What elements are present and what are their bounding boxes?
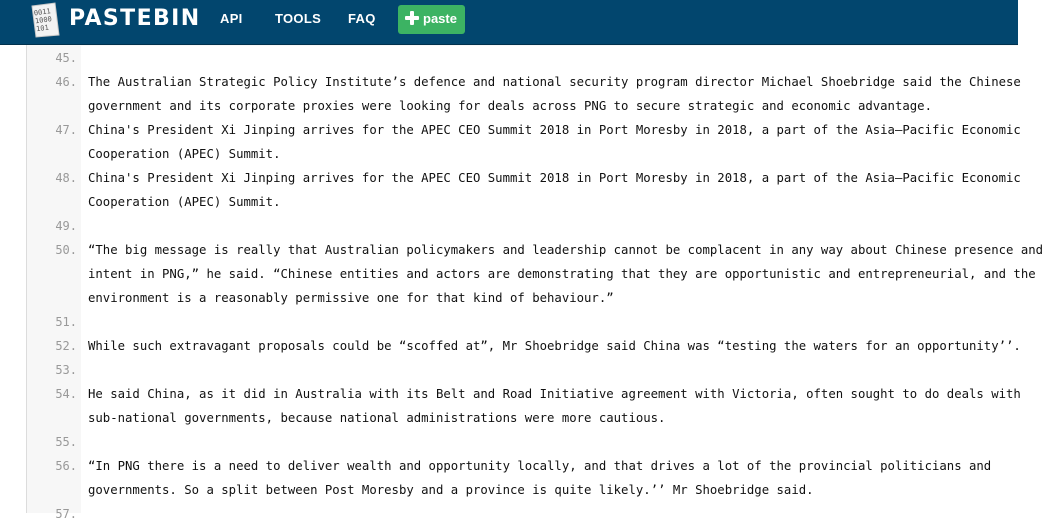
svg-text:1000: 1000 xyxy=(34,15,53,26)
code-line xyxy=(27,334,1021,358)
line-number: 55. xyxy=(55,435,77,449)
new-paste-button[interactable] xyxy=(398,5,465,34)
nav-api[interactable]: API xyxy=(220,11,243,26)
line-number: 52. xyxy=(55,339,77,353)
line-number: 48. xyxy=(55,171,77,185)
code-line xyxy=(27,454,1018,502)
line-number: 51. xyxy=(55,315,77,329)
code-line-background xyxy=(81,46,1018,70)
code-text[interactable]: sub-national governments, because national administrations were more cautious. xyxy=(88,411,666,425)
code-line xyxy=(27,214,1018,238)
code-line xyxy=(27,46,1018,70)
svg-text:101: 101 xyxy=(35,23,50,34)
code-text[interactable]: He said China, as it did in Australia with its Belt and Road Initiative agreement with Victoria, often sought to do deals with xyxy=(88,387,1021,401)
page-margin xyxy=(0,45,26,513)
nav-tools[interactable]: TOOLS xyxy=(275,11,322,26)
line-number: 53. xyxy=(55,363,77,377)
plus-icon xyxy=(405,11,419,25)
line-number: 49. xyxy=(55,219,77,233)
top-header xyxy=(0,0,1018,45)
code-text[interactable]: While such extravagant proposals could be “scoffed at”, Mr Shoebridge said China was “testing the waters for an opportunity’’. xyxy=(88,339,1021,353)
binary-paper-icon[interactable] xyxy=(28,2,62,38)
code-line-background xyxy=(81,310,1018,334)
code-line-background xyxy=(81,502,1018,526)
code-text[interactable]: intent in PNG,” he said. “Chinese entities and actors are demonstrating that they are opportunistic and entrepreneurial, and the xyxy=(88,267,1036,281)
code-text[interactable]: Cooperation (APEC) Summit. xyxy=(88,147,281,161)
line-number: 56. xyxy=(55,459,77,473)
code-text[interactable]: environment is a reasonably permissive one for that kind of behaviour.” xyxy=(88,291,614,305)
code-text[interactable]: China's President Xi Jinping arrives for the APEC CEO Summit 2018 in Port Moresby in 2018, a part of the Asia–Pacific Economic xyxy=(88,171,1021,185)
code-text[interactable]: The Australian Strategic Policy Institute’s defence and national security program director Michael Shoebridge said the Chinese xyxy=(88,75,1021,89)
svg-text:0011: 0011 xyxy=(33,7,52,18)
code-line xyxy=(27,70,1021,118)
line-number: 47. xyxy=(55,123,77,137)
code-text[interactable]: Cooperation (APEC) Summit. xyxy=(88,195,281,209)
code-line xyxy=(27,502,1018,526)
line-number: 50. xyxy=(55,243,77,257)
code-line-background xyxy=(81,214,1018,238)
paste-code-view xyxy=(27,45,1043,521)
code-line-background xyxy=(81,358,1018,382)
nav-faq[interactable]: FAQ xyxy=(348,11,376,26)
line-number: 57. xyxy=(55,507,77,521)
code-text[interactable]: China's President Xi Jinping arrives for the APEC CEO Summit 2018 in Port Moresby in 2018, a part of the Asia–Pacific Economic xyxy=(88,123,1021,137)
paste-button-label: paste xyxy=(423,11,457,26)
code-text[interactable]: government and its corporate proxies were looking for deals across PNG to secure strategic and economic advantage. xyxy=(88,99,932,113)
code-line-background xyxy=(81,430,1018,454)
line-number: 54. xyxy=(55,387,77,401)
code-line xyxy=(27,382,1021,430)
code-text[interactable]: “The big message is really that Australian policymakers and leadership cannot be complacent in any way about Chinese presence and xyxy=(88,243,1043,257)
code-text[interactable]: “In PNG there is a need to deliver wealth and opportunity locally, and that drives a lot of the provincial politicians and xyxy=(88,459,992,473)
code-line xyxy=(27,238,1043,310)
code-line xyxy=(27,166,1021,214)
line-number: 45. xyxy=(55,51,77,65)
code-line xyxy=(27,430,1018,454)
brand-logo-text[interactable]: PASTEBIN xyxy=(69,6,201,31)
line-number: 46. xyxy=(55,75,77,89)
code-line xyxy=(27,310,1018,334)
code-line xyxy=(27,118,1021,166)
code-line xyxy=(27,358,1018,382)
code-text[interactable]: governments. So a split between Post Moresby and a province is quite likely.’’ Mr Shoebridge said. xyxy=(88,483,814,497)
